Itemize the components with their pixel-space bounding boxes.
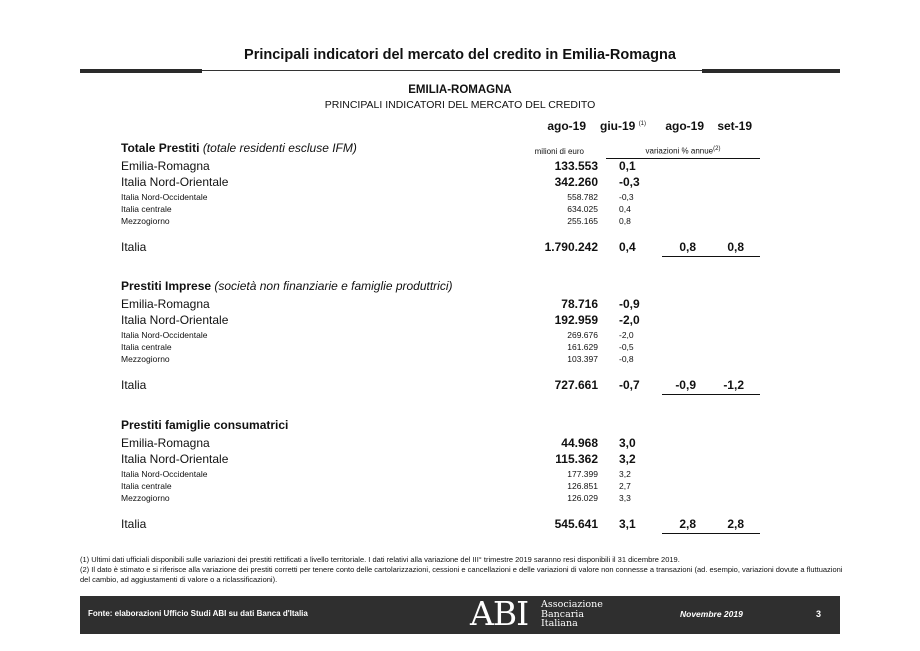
row-label: Italia Nord-Orientale: [121, 452, 229, 466]
title-rule-accent-left: [80, 69, 202, 73]
abi-logo-mark: ABI: [470, 594, 529, 633]
row-variation-giu19: -0,5: [619, 342, 634, 352]
row-variation-giu19: 3,3: [619, 493, 631, 503]
row-label: Italia Nord-Occidentale: [121, 330, 208, 340]
row-label: Mezzogiorno: [121, 216, 170, 226]
footer-date: Novembre 2019: [680, 609, 743, 619]
row-value: 269.676: [567, 330, 598, 340]
row-label: Mezzogiorno: [121, 493, 170, 503]
row-variation-giu19: -0,3: [619, 175, 640, 189]
total-row-variation-set19: 2,8: [727, 517, 744, 531]
section-title: [121, 141, 357, 155]
section-title-main: Totale Prestiti: [121, 141, 200, 155]
total-row-underline: [662, 533, 760, 534]
variation-label-text: variazioni % annue: [645, 146, 714, 156]
table-subtitle: PRINCIPALI INDICATORI DEL MERCATO DEL CREDITO: [324, 99, 596, 111]
row-value: 44.968: [561, 436, 598, 450]
row-variation-giu19: -2,0: [619, 330, 634, 340]
row-variation-giu19: 0,1: [619, 159, 636, 173]
row-variation-giu19: 3,2: [619, 469, 631, 479]
row-value: 255.165: [567, 216, 598, 226]
section-title: [121, 418, 288, 432]
row-label: Italia centrale: [121, 481, 172, 491]
row-value: 342.260: [554, 175, 598, 189]
total-row-variation-set19: -1,2: [723, 378, 744, 392]
row-label: Italia centrale: [121, 342, 172, 352]
row-value: 177.399: [567, 469, 598, 479]
row-value: 133.553: [554, 159, 598, 173]
total-row-variation-giu19: 3,1: [619, 517, 636, 531]
total-row-variation-ago19: 2,8: [679, 517, 696, 531]
section-title-main: Prestiti Imprese: [121, 279, 212, 293]
abi-logo-line-1: Associazione: [541, 599, 603, 610]
row-value: 161.629: [567, 342, 598, 352]
row-value: 634.025: [567, 204, 598, 214]
row-variation-giu19: 0,4: [619, 204, 631, 214]
row-variation-giu19: 2,7: [619, 481, 631, 491]
page-title: Principali indicatori del mercato del credito in Emilia-Romagna: [244, 47, 676, 63]
total-row-value: 545.641: [554, 517, 598, 531]
total-row-underline: [662, 256, 760, 257]
col-header-giu19: [600, 119, 656, 133]
row-value: 192.959: [554, 313, 598, 327]
row-variation-giu19: 3,2: [619, 452, 636, 466]
row-label: Mezzogiorno: [121, 354, 170, 364]
total-row-underline: [662, 394, 760, 395]
section-title: [121, 279, 453, 293]
total-row-value: 727.661: [554, 378, 598, 392]
total-row-value: 1.790.242: [544, 240, 598, 254]
row-value: 126.029: [567, 493, 598, 503]
row-variation-giu19: -0,9: [619, 297, 640, 311]
total-row-variation-ago19: -0,9: [675, 378, 696, 392]
col-header-ago19-var: ago-19: [665, 119, 704, 133]
variation-label-note: (2): [713, 146, 721, 152]
section-title-qualifier: (totale residenti escluse IFM): [202, 141, 357, 155]
title-rule-accent-right: [702, 69, 840, 73]
col-header-ago19-level: ago-19: [547, 119, 586, 133]
row-variation-giu19: -0,8: [619, 354, 634, 364]
row-value: 558.782: [567, 192, 598, 202]
row-value: 115.362: [555, 452, 598, 466]
unit-label: milioni di euro: [534, 147, 584, 156]
section-title-main: Prestiti famiglie consumatrici: [121, 418, 289, 432]
total-row-variation-giu19: -0,7: [619, 378, 640, 392]
col-header-set19: set-19: [717, 119, 752, 133]
abi-logo-line-3: Italiana: [541, 618, 578, 629]
abi-logo-text: [541, 600, 603, 629]
total-row-variation-giu19: 0,4: [619, 240, 636, 254]
total-row-variation-set19: 0,8: [727, 240, 744, 254]
row-label: Italia Nord-Occidentale: [121, 192, 208, 202]
row-label: Emilia-Romagna: [121, 159, 210, 173]
footnote-2: (2) Il dato è stimato e si riferisce alla variazione dei prestiti corretti per tenere conto delle cartolarizzazioni, cessioni e cancellazioni e delle variazioni di valore non connesse a transazioni (ad. esempio, variazioni dovute a fluttuazioni del cambio, ad aggiustamenti di valore o a riclassificazioni).: [80, 565, 843, 584]
page-number: 3: [816, 609, 822, 619]
row-variation-giu19: 0,8: [619, 216, 631, 226]
total-row-label: Italia: [121, 517, 147, 531]
total-row-label: Italia: [121, 240, 147, 254]
footnote-1: (1) Ultimi dati ufficiali disponibili sulle variazioni dei prestiti rettificati a livello territoriale. I dati relativi alla variazione del III° trimestre 2019 saranno resi disponibili il 31 dicembre 2019.: [80, 555, 680, 564]
total-row-variation-ago19: 0,8: [679, 240, 696, 254]
row-value: 126.851: [567, 481, 598, 491]
col-header-giu19-note: (1): [638, 121, 647, 127]
row-variation-giu19: -0,3: [619, 192, 634, 202]
variation-label: [606, 146, 760, 156]
row-variation-giu19: 3,0: [619, 436, 636, 450]
total-row-label: Italia: [121, 378, 147, 392]
section-title-qualifier: (società non finanziarie e famiglie produttrici): [214, 279, 453, 293]
abi-logo-line-2: Bancaria: [541, 608, 584, 620]
row-label: Emilia-Romagna: [121, 297, 210, 311]
row-value: 103.397: [567, 354, 598, 364]
row-label: Italia Nord-Orientale: [121, 175, 229, 189]
footer-source: Fonte: elaborazioni Ufficio Studi ABI su dati Banca d'Italia: [88, 609, 308, 618]
row-variation-giu19: -2,0: [619, 313, 640, 327]
row-label: Italia Nord-Orientale: [121, 313, 229, 327]
table-title: EMILIA-ROMAGNA: [408, 84, 512, 96]
col-header-giu19-label: giu-19: [600, 119, 636, 133]
row-label: Italia centrale: [121, 204, 172, 214]
row-label: Italia Nord-Occidentale: [121, 469, 208, 479]
row-value: 78.716: [561, 297, 598, 311]
row-label: Emilia-Romagna: [121, 436, 210, 450]
